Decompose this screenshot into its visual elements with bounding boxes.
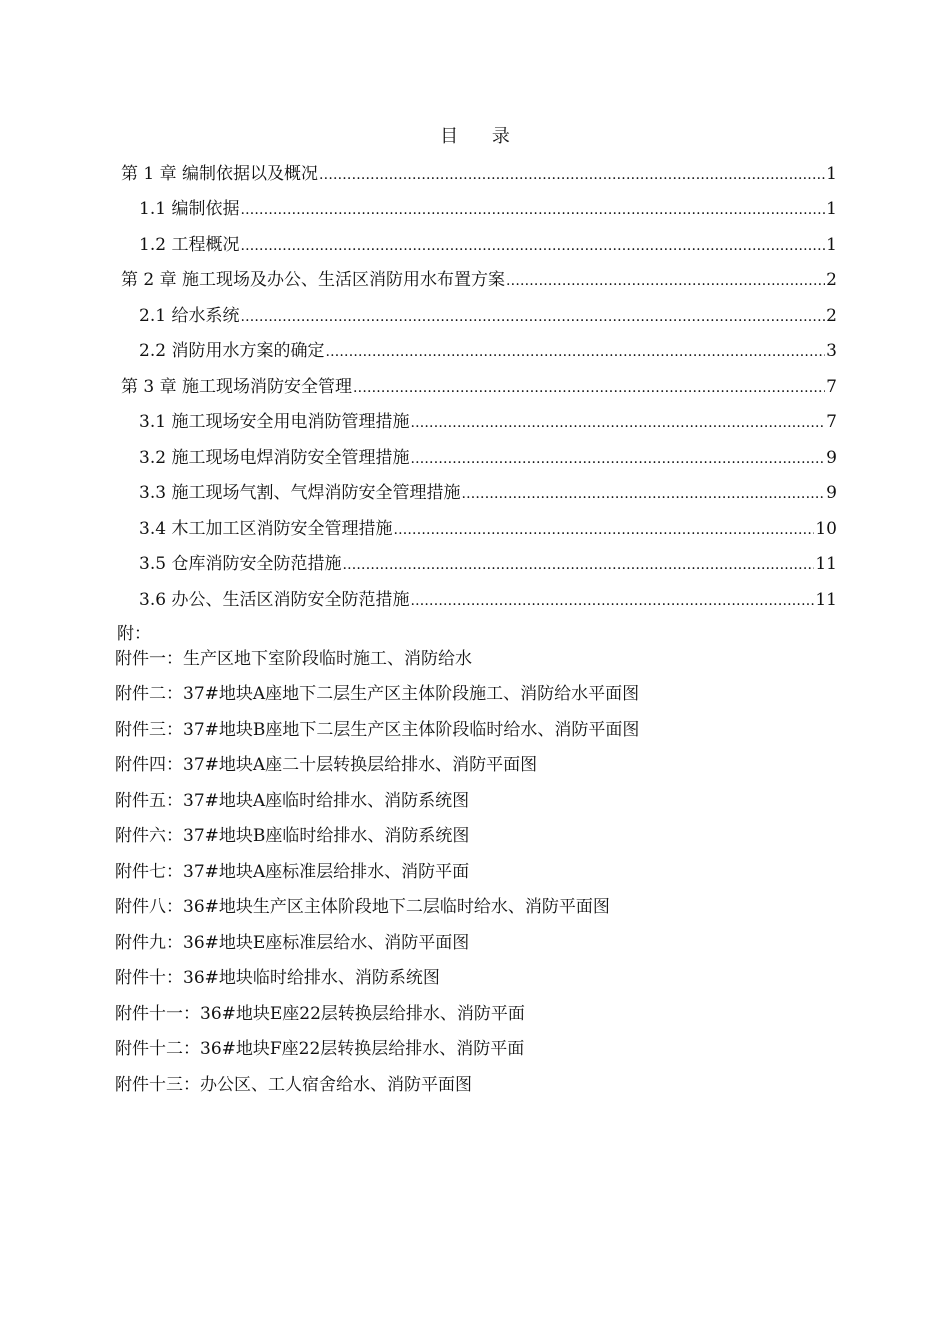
toc-entry-label: 2.1 给水系统: [139, 306, 240, 326]
leader-dots: [410, 411, 825, 433]
toc-page-number: 3: [826, 341, 837, 361]
toc-page-number: 9: [826, 483, 837, 503]
appendix-item: 附件一：生产区地下室阶段临时施工、消防给水: [115, 649, 472, 669]
appendix-item: 附件十二：36#地块F座22层转换层给排水、消防平面: [115, 1039, 525, 1059]
toc-entry-label: 第 1 章 编制依据以及概况: [121, 164, 319, 184]
toc-page-number: 1: [826, 235, 837, 255]
toc-entry-3-6[interactable]: [139, 581, 837, 611]
appendix-heading: 附：: [117, 624, 151, 644]
leader-dots: [410, 589, 814, 611]
toc-entry-label: 3.4 木工加工区消防安全管理措施: [139, 519, 393, 539]
toc-page-number: 7: [826, 412, 837, 432]
toc-entry-3-5[interactable]: [139, 545, 837, 575]
toc-entry-label: 3.5 仓库消防安全防范措施: [139, 554, 342, 574]
toc-entry-label: 3.3 施工现场气割、气焊消防安全管理措施: [139, 483, 461, 503]
toc-entry-label: 2.2 消防用水方案的确定: [139, 341, 325, 361]
appendix-item: 附件九：36#地块E座标准层给水、消防平面图: [115, 933, 470, 953]
leader-dots: [240, 234, 825, 256]
toc-entry-chapter-2[interactable]: [121, 261, 837, 291]
toc-page-number: 1: [826, 199, 837, 219]
appendix-item: 附件四：37#地块A座二十层转换层给排水、消防平面图: [115, 755, 538, 775]
leader-dots: [393, 518, 814, 540]
toc-entry-2-1[interactable]: [139, 297, 837, 327]
toc-entry-label: 第 2 章 施工现场及办公、生活区消防用水布置方案: [121, 270, 506, 290]
leader-dots: [319, 163, 825, 185]
appendix-item: 附件二：37#地块A座地下二层生产区主体阶段施工、消防给水平面图: [115, 684, 640, 704]
leader-dots: [325, 340, 825, 362]
leader-dots: [410, 447, 825, 469]
leader-dots: [240, 198, 825, 220]
leader-dots: [506, 269, 825, 291]
appendix-item: 附件八：36#地块生产区主体阶段地下二层临时给水、消防平面图: [115, 897, 610, 917]
toc-entry-label: 3.2 施工现场电焊消防安全管理措施: [139, 448, 410, 468]
appendix-item: 附件十一：36#地块E座22层转换层给排水、消防平面: [115, 1004, 525, 1024]
leader-dots: [353, 376, 825, 398]
toc-page-number: 7: [826, 377, 837, 397]
toc-page-number: 1: [826, 164, 837, 184]
toc-entry-chapter-3[interactable]: [121, 368, 837, 398]
leader-dots: [461, 482, 825, 504]
toc-entry-3-4[interactable]: [139, 510, 837, 540]
toc-entry-3-2[interactable]: [139, 439, 837, 469]
appendix-item: 附件六：37#地块B座临时给排水、消防系统图: [115, 826, 470, 846]
appendix-item: 附件十：36#地块临时给排水、消防系统图: [115, 968, 440, 988]
toc-page-number: 11: [815, 590, 837, 610]
toc-title: 目 录: [440, 126, 524, 147]
toc-entry-3-1[interactable]: [139, 403, 837, 433]
toc-entry-label: 1.2 工程概况: [139, 235, 240, 255]
toc-entry-chapter-1[interactable]: [121, 155, 837, 185]
toc-page-number: 9: [826, 448, 837, 468]
toc-page-number: 11: [815, 554, 837, 574]
toc-entry-label: 第 3 章 施工现场消防安全管理: [121, 377, 353, 397]
appendix-item: 附件十三：办公区、工人宿舍给水、消防平面图: [115, 1075, 472, 1095]
toc-entry-1-1[interactable]: [139, 190, 837, 220]
appendix-item: 附件七：37#地块A座标准层给排水、消防平面: [115, 862, 470, 882]
appendix-item: 附件五：37#地块A座临时给排水、消防系统图: [115, 791, 470, 811]
toc-entry-3-3[interactable]: [139, 474, 837, 504]
leader-dots: [240, 305, 825, 327]
toc-page-number: 10: [815, 519, 837, 539]
toc-entry-label: 3.1 施工现场安全用电消防管理措施: [139, 412, 410, 432]
toc-page-number: 2: [826, 306, 837, 326]
appendix-item: 附件三：37#地块B座地下二层生产区主体阶段临时给水、消防平面图: [115, 720, 640, 740]
toc-entry-label: 1.1 编制依据: [139, 199, 240, 219]
toc-entry-label: 3.6 办公、生活区消防安全防范措施: [139, 590, 410, 610]
toc-page-number: 2: [826, 270, 837, 290]
leader-dots: [342, 553, 814, 575]
toc-entry-1-2[interactable]: [139, 226, 837, 256]
toc-entry-2-2[interactable]: [139, 332, 837, 362]
